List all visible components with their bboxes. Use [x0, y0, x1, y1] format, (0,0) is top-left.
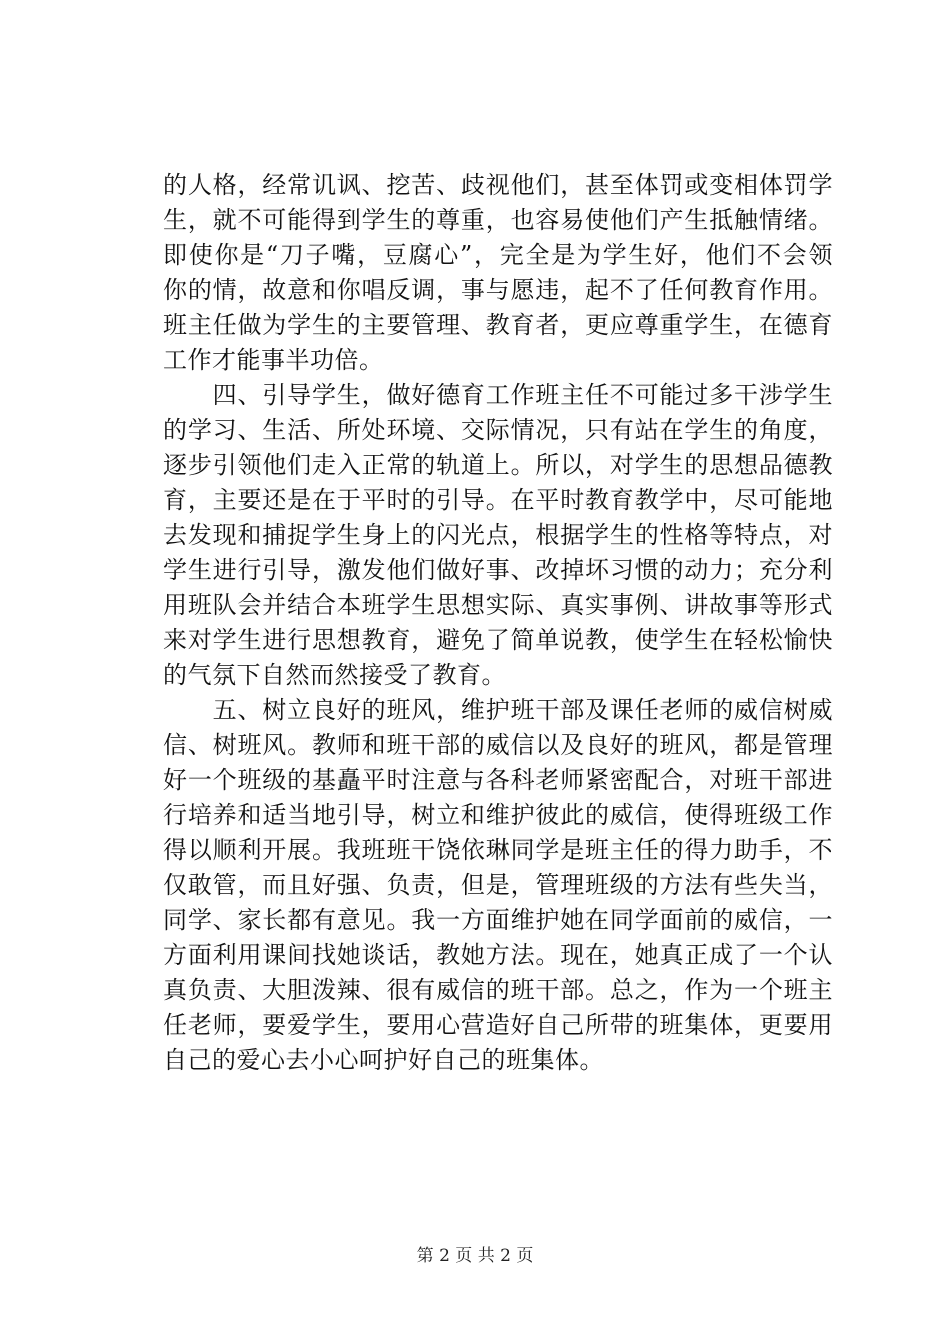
text-line: 逐步引领他们走入正常的轨道上。所以，对学生的思想品德教: [163, 451, 833, 479]
text-line: 你的情，故意和你唱反调，事与愿违，起不了任何教育作用。: [163, 276, 833, 304]
text-line: 四、引导学生，做好德育工作班主任不可能过多干涉学生: [163, 381, 833, 409]
text-line: 用班队会并结合本班学生思想实际、真实事例、讲故事等形式: [163, 591, 833, 619]
text-line: 信、树班风。教师和班干部的威信以及良好的班风，都是管理: [163, 731, 833, 759]
text-line: 即使你是“刀子嘴，豆腐心”，完全是为学生好，他们不会领: [163, 241, 833, 269]
page-number-label: 第 2 页 共 2 页: [416, 1246, 534, 1266]
text-line: 同学、家长都有意见。我一方面维护她在同学面前的威信，一: [163, 906, 833, 934]
text-line: 自己的爱心去小心呵护好自己的班集体。: [163, 1046, 604, 1074]
text-line: 来对学生进行思想教育，避免了简单说教，使学生在轻松愉快: [163, 626, 833, 654]
text-line: 仅敢管，而且好强、负责，但是，管理班级的方法有些失当，: [163, 871, 833, 899]
text-line: 工作才能事半功倍。: [163, 346, 384, 374]
text-line: 的学习、生活、所处环境、交际情况，只有站在学生的角度，: [163, 416, 833, 444]
document-body: [163, 168, 833, 1078]
text-line: 去发现和捕捉学生身上的闪光点，根据学生的性格等特点，对: [163, 521, 833, 549]
text-line: 的人格，经常讥讽、挖苦、歧视他们，甚至体罚或变相体罚学: [163, 171, 833, 199]
text-line: 的气氛下自然而然接受了教育。: [163, 661, 506, 689]
text-line: 生，就不可能得到学生的尊重，也容易使他们产生抵触情绪。: [163, 206, 833, 234]
text-line: 真负责、大胆泼辣、很有威信的班干部。总之，作为一个班主: [163, 976, 833, 1004]
text-line: 学生进行引导，激发他们做好事、改掉坏习惯的动力；充分利: [163, 556, 833, 584]
text-line: 方面利用课间找她谈话，教她方法。现在，她真正成了一个认: [163, 941, 833, 969]
text-line: 好一个班级的基矗平时注意与各科老师紧密配合，对班干部进: [163, 766, 833, 794]
text-line: 班主任做为学生的主要管理、教育者，更应尊重学生，在德育: [163, 311, 833, 339]
text-line: 五、树立良好的班风，维护班干部及课任老师的威信树威: [163, 696, 833, 724]
page-footer: [0, 1246, 950, 1266]
text-line: 得以顺利开展。我班班干饶依琳同学是班主任的得力助手，不: [163, 836, 833, 864]
text-line: 任老师，要爱学生，要用心营造好自己所带的班集体，更要用: [163, 1011, 833, 1039]
text-line: 育，主要还是在于平时的引导。在平时教育教学中，尽可能地: [163, 486, 833, 514]
text-line: 行培养和适当地引导，树立和维护彼此的威信，使得班级工作: [163, 801, 833, 829]
